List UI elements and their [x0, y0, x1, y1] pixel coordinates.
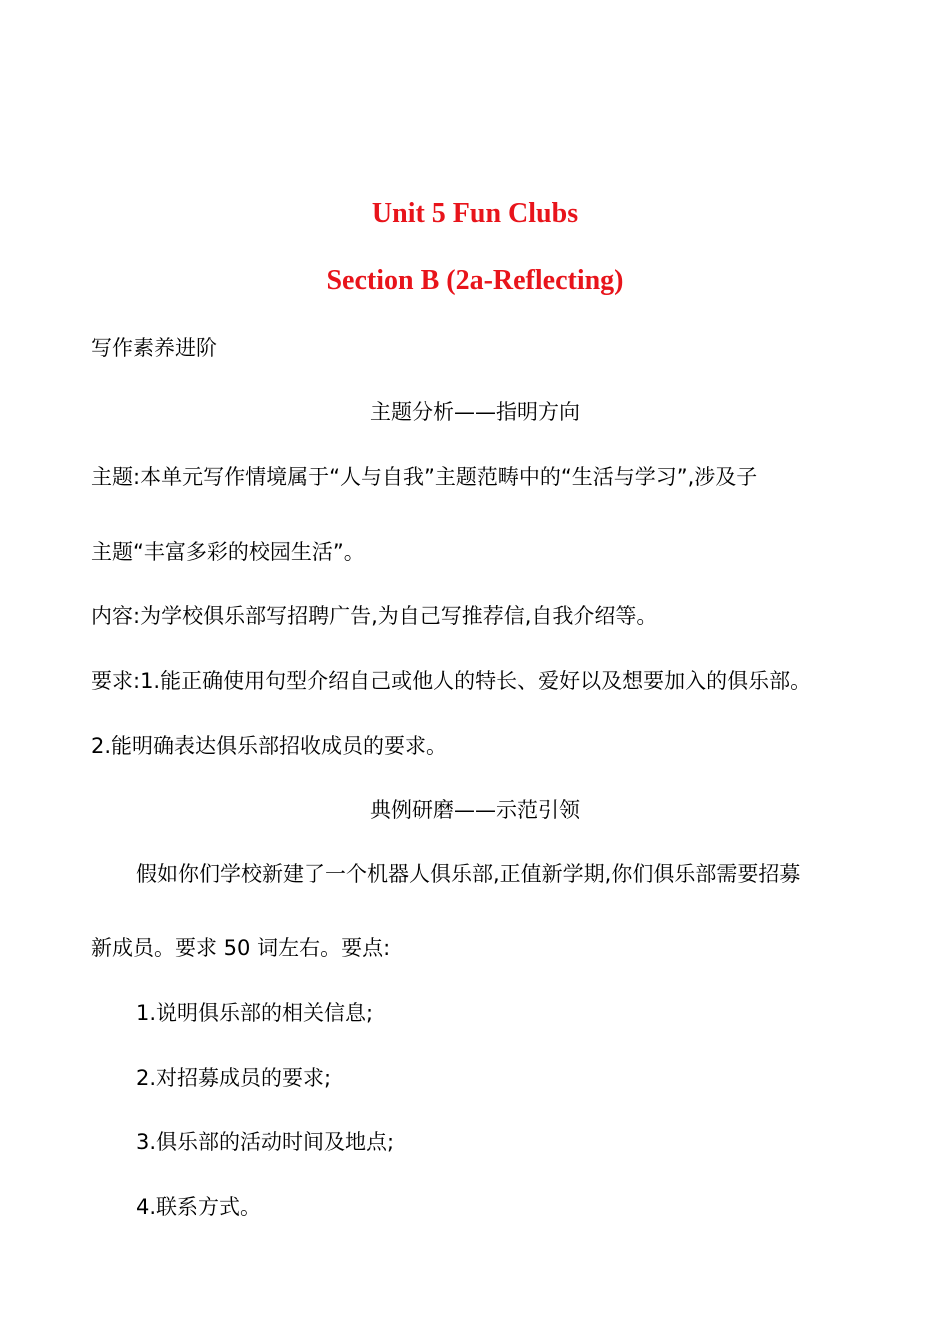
- section-title: Section B (2a-Reflecting): [326, 265, 624, 296]
- writing-heading: 写作素养进阶: [91, 336, 217, 360]
- task-text-line-1: 假如你们学校新建了一个机器人俱乐部,正值新学期,你们俱乐部需要招募: [136, 862, 801, 886]
- content-text: 内容:为学校俱乐部写招聘广告,为自己写推荐信,自我介绍等。: [91, 604, 658, 628]
- unit-title: Unit 5 Fun Clubs: [371, 198, 579, 229]
- requirement-1: 要求:1.能正确使用句型介绍自己或他人的特长、爱好以及想要加入的俱乐部。: [91, 669, 812, 693]
- task-text-line-2: 新成员。要求 50 词左右。要点:: [91, 936, 391, 960]
- theme-heading: 主题分析——指明方向: [370, 400, 580, 424]
- requirement-2: 2.能明确表达俱乐部招收成员的要求。: [91, 734, 448, 758]
- theme-text-line-1: 主题:本单元写作情境属于“人与自我”主题范畴中的“生活与学习”,涉及子: [91, 465, 758, 489]
- point-3: 3.俱乐部的活动时间及地点;: [136, 1130, 395, 1154]
- theme-text-line-2: 主题“丰富多彩的校园生活”。: [91, 540, 365, 564]
- point-2: 2.对招募成员的要求;: [136, 1066, 332, 1090]
- point-4: 4.联系方式。: [136, 1195, 262, 1219]
- example-heading: 典例研磨——示范引领: [370, 798, 580, 822]
- point-1: 1.说明俱乐部的相关信息;: [136, 1001, 374, 1025]
